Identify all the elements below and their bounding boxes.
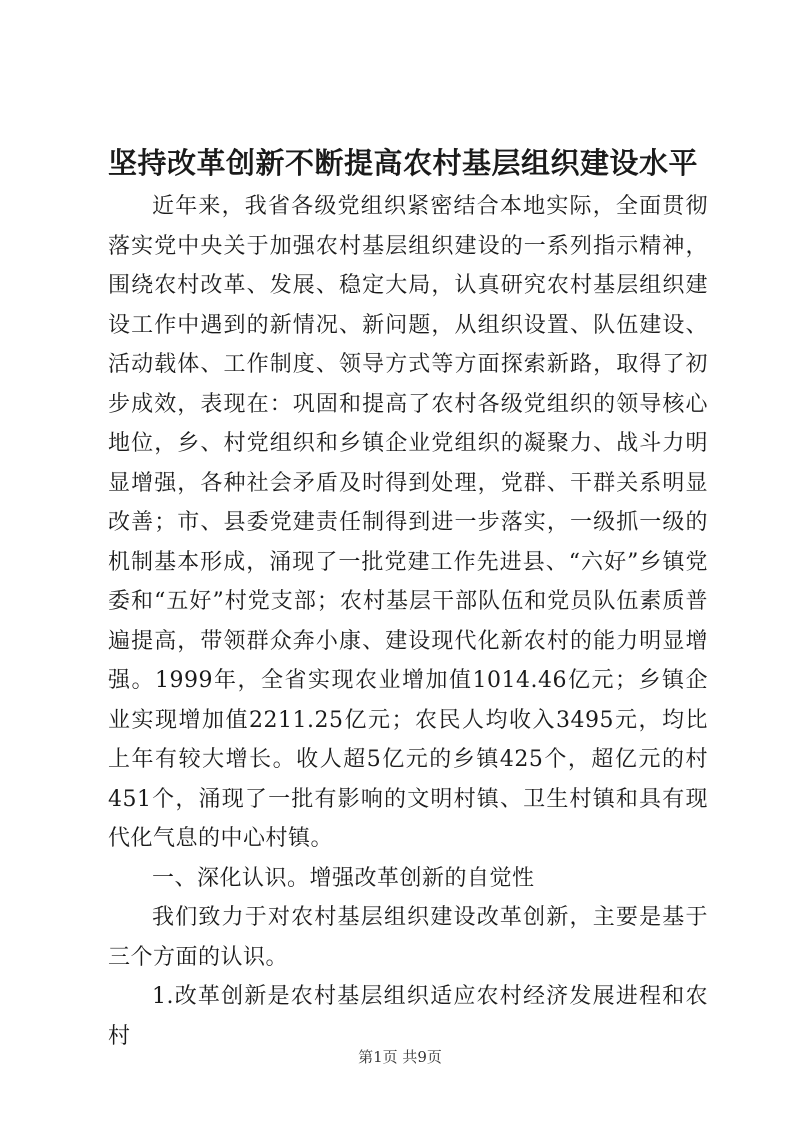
section-heading: 一、深化认识。增强改革创新的自觉性 xyxy=(152,865,535,891)
page-footer: 第1页 共9页 xyxy=(358,1048,442,1066)
document-title: 坚持改革创新不断提高农村基层组织建设水平 xyxy=(108,146,699,180)
document-body xyxy=(108,187,708,1056)
body-paragraph: 我们致力于对农村基层组织建设改革创新，主要是基于三个方面的认识。 xyxy=(108,905,708,970)
intro-paragraph: 近年来，我省各级党组织紧密结合本地实际，全面贯彻落实党中央关于加强农村基层组织建设的一系列指示精神，围绕农村改革、发展、稳定大局，认真研究农村基层组织建设工作中遇到的新情况、新问题，从组织设置、队伍建设、活动载体、工作制度、领导方式等方面探索新路，取得了初步成效，表现在：巩固和提高了农村各级党组织的领导核心地位，乡、村党组织和乡镇企业党组织的凝聚力、战斗力明显增强，各种社会矛盾及时得到处理，党群、干群关系明显改善；市、县委党建责任制得到进一步落实，一级抓一级的机制基本形成，涌现了一批党建工作先进县、“六好”乡镇党委和“五好”村党支部；农村基层干部队伍和党员队伍素质普遍提高，带领群众奔小康、建设现代化新农村的能力明显增强。1999年，全省实现农业增加值1014.46亿元；乡镇企业实现增加值2211.25亿元；农民人均收入3495元，均比上年有较大增长。收人超5亿元的乡镇425个，超亿元的村451个，涌现了一批有影响的文明村镇、卫生村镇和具有现代化气息的中心村镇。 xyxy=(108,194,708,851)
numbered-paragraph: 1.改革创新是农村基层组织适应农村经济发展进程和农村 xyxy=(108,984,708,1049)
